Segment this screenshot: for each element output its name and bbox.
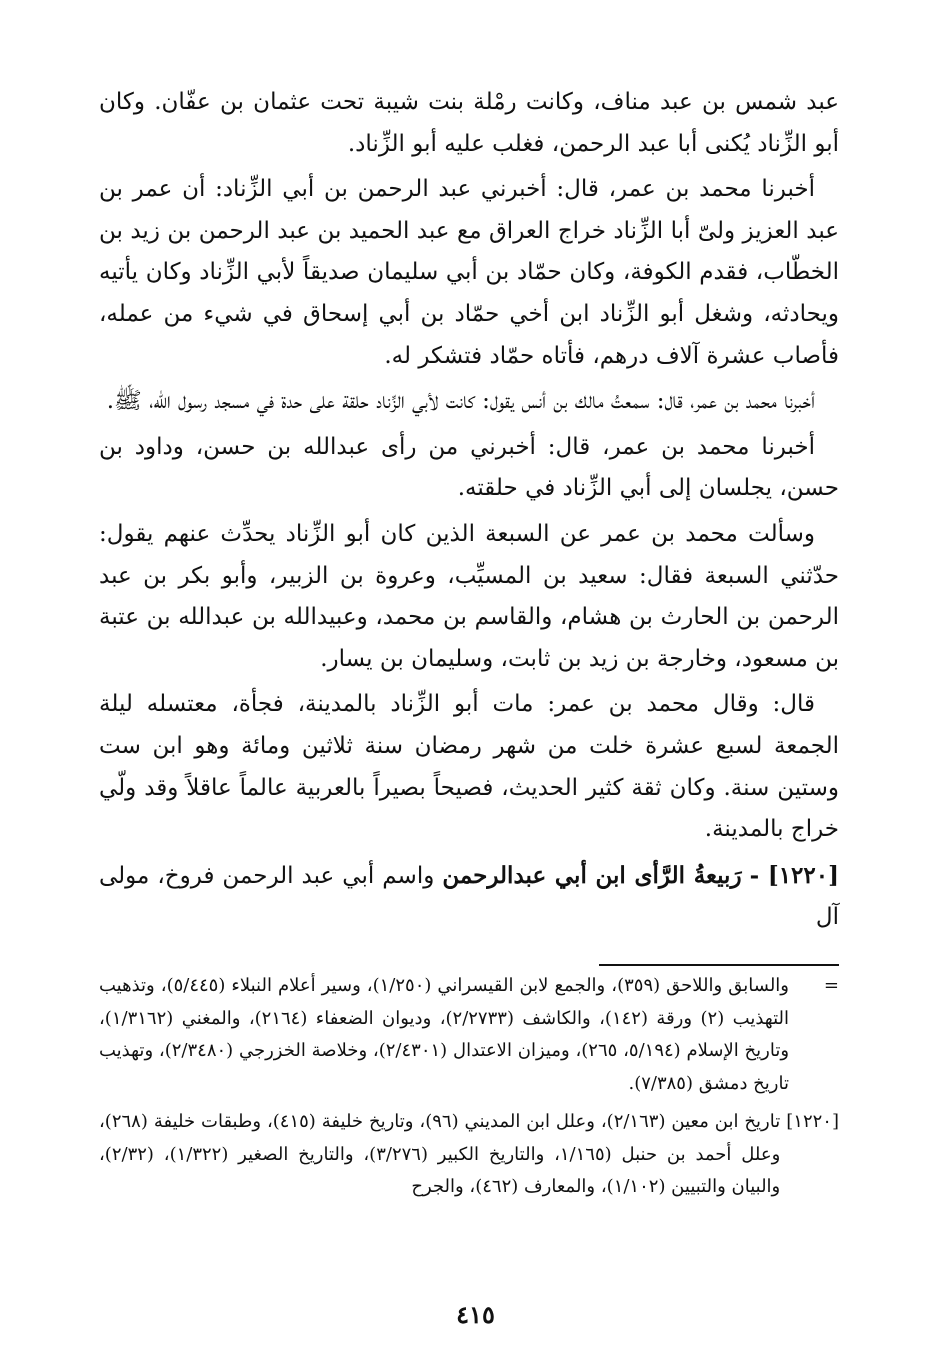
paragraph-1: عبد شمس بن عبد مناف، وكانت رمْلة بنت شيبة تحت عثمان بن عفّان. وكان أبو الزِّناد يُكنى أبا عبد الرحمن، فغلب عليه أبو الزِّناد. [99,89,839,157]
paragraph-3: أخبرنا محمد بن عمر، قال: سمعتُ مالك بن أنس يقول: كانت لأبي الزِّناد حلقة على حدة في مسجد رسول الله، ﷺ. [106,388,815,415]
footnote-continuation [99,970,839,1100]
footnote-text: والسابق واللاحق (٣٥٩)، والجمع لابن القيسراني (١/٢٥٠)، وسير أعلام النبلاء (٥/٤٤٥)، وتذهيب التهذيب (٢) ورقة (١٤٢)، والكاشف (٢/٢٧٣٣)، وديوان الضعفاء (٢١٦٤)، والمغني (١/٣١٦٢)، وتاريخ الإسلام (٥/١٩٤، ٢٦٥)، وميزان الاعتدال (٢/٤٣٠١)، وخلاصة الخزرجي (٢/٣٤٨٠)، وتهذيب تاريخ دمشق (٧/٣٨٥). [99,975,790,1094]
paragraph-5: وسألت محمد بن عمر عن السبعة الذين كان أبو الزِّناد يحدِّث عنهم يقول: حدّثني السبعة فقال: سعيد بن المسيِّب، وعروة بن الزبير، وأبو بكر بن عبد الرحمن بن الحارث بن هشام، والقاسم بن محمد، وعبيدالله بن عبدالله بن عتبة بن مسعود، وخارجة بن زيد بن ثابت، وسليمان بن يسار. [99,520,839,672]
entry-name: رَبيعةُ الرَّأى ابن أبي عبدالرحمن [442,861,742,889]
main-text [99,82,839,943]
footnote-1220 [99,1106,839,1204]
entry-text: واسم أبي عبد الرحمن فروخ، مولى آل [99,862,839,931]
entry-heading [99,855,839,939]
footnote-text: تاريخ ابن معين (٢/١٦٣)، وعلل ابن المديني (٩٦)، وتاريخ خليفة (٤١٥)، وطبقات خليفة (٢٦٨)، وعلل أحمد بن حنبل (١/١٦٥، والتاريخ الكبير (٣/٢٧٦)، والتاريخ الصغير (١/٣٢٢)، (٢/٣٢)، والبيان والتبيين (١/١٠٢)، والمعارف (٤٦٢)، والجرح [99,1111,781,1197]
footnote-marker: [١٢٢٠] [786,1111,839,1132]
paragraph-6: قال: وقال محمد بن عمر: مات أبو الزِّناد بالمدينة، فجأة، معتسله ليلة الجمعة لسبع عشرة خلت من شهر رمضان سنة ثلاثين ومائة وهو ابن ست وستين سنة. وكان ثقة كثير الحديث، فصيحاً بصيراً بالعربية عالماً عاقلاً وقد ولّي خراج بالمدينة. [99,691,839,843]
paragraph-2: أخبرنا محمد بن عمر، قال: أخبرني عبد الرحمن بن أبي الزِّناد: أن عمر بن عبد العزيز ولىّ أبا الزِّناد خراج العراق مع عبد الحميد بن عبد الرحمن بن زيد بن الخطّاب، فقدم الكوفة، وكان حمّاد بن أبي سليمان صديقاً لأبي الزِّناد وكان يأتيه ويحادثه، وشغل أبو الزِّناد ابن أخي حمّاد بن أبي إسحاق في شيء من عمله، فأصاب عشرة آلاف درهم، فأتاه حمّاد فتشكر له. [99,176,839,369]
page-number: ٤١٥ [456,1300,495,1329]
paragraph-4: أخبرنا محمد بن عمر، قال: أخبرني من رأى عبدالله بن حسن، وداود بن حسن، يجلسان إلى أبي الزِّناد في حلقته. [99,433,839,502]
footnotes [99,970,839,1210]
footnote-divider [599,964,839,966]
entry-number: [١٢٢٠] - [749,861,840,889]
footnote-marker: = [823,975,839,996]
